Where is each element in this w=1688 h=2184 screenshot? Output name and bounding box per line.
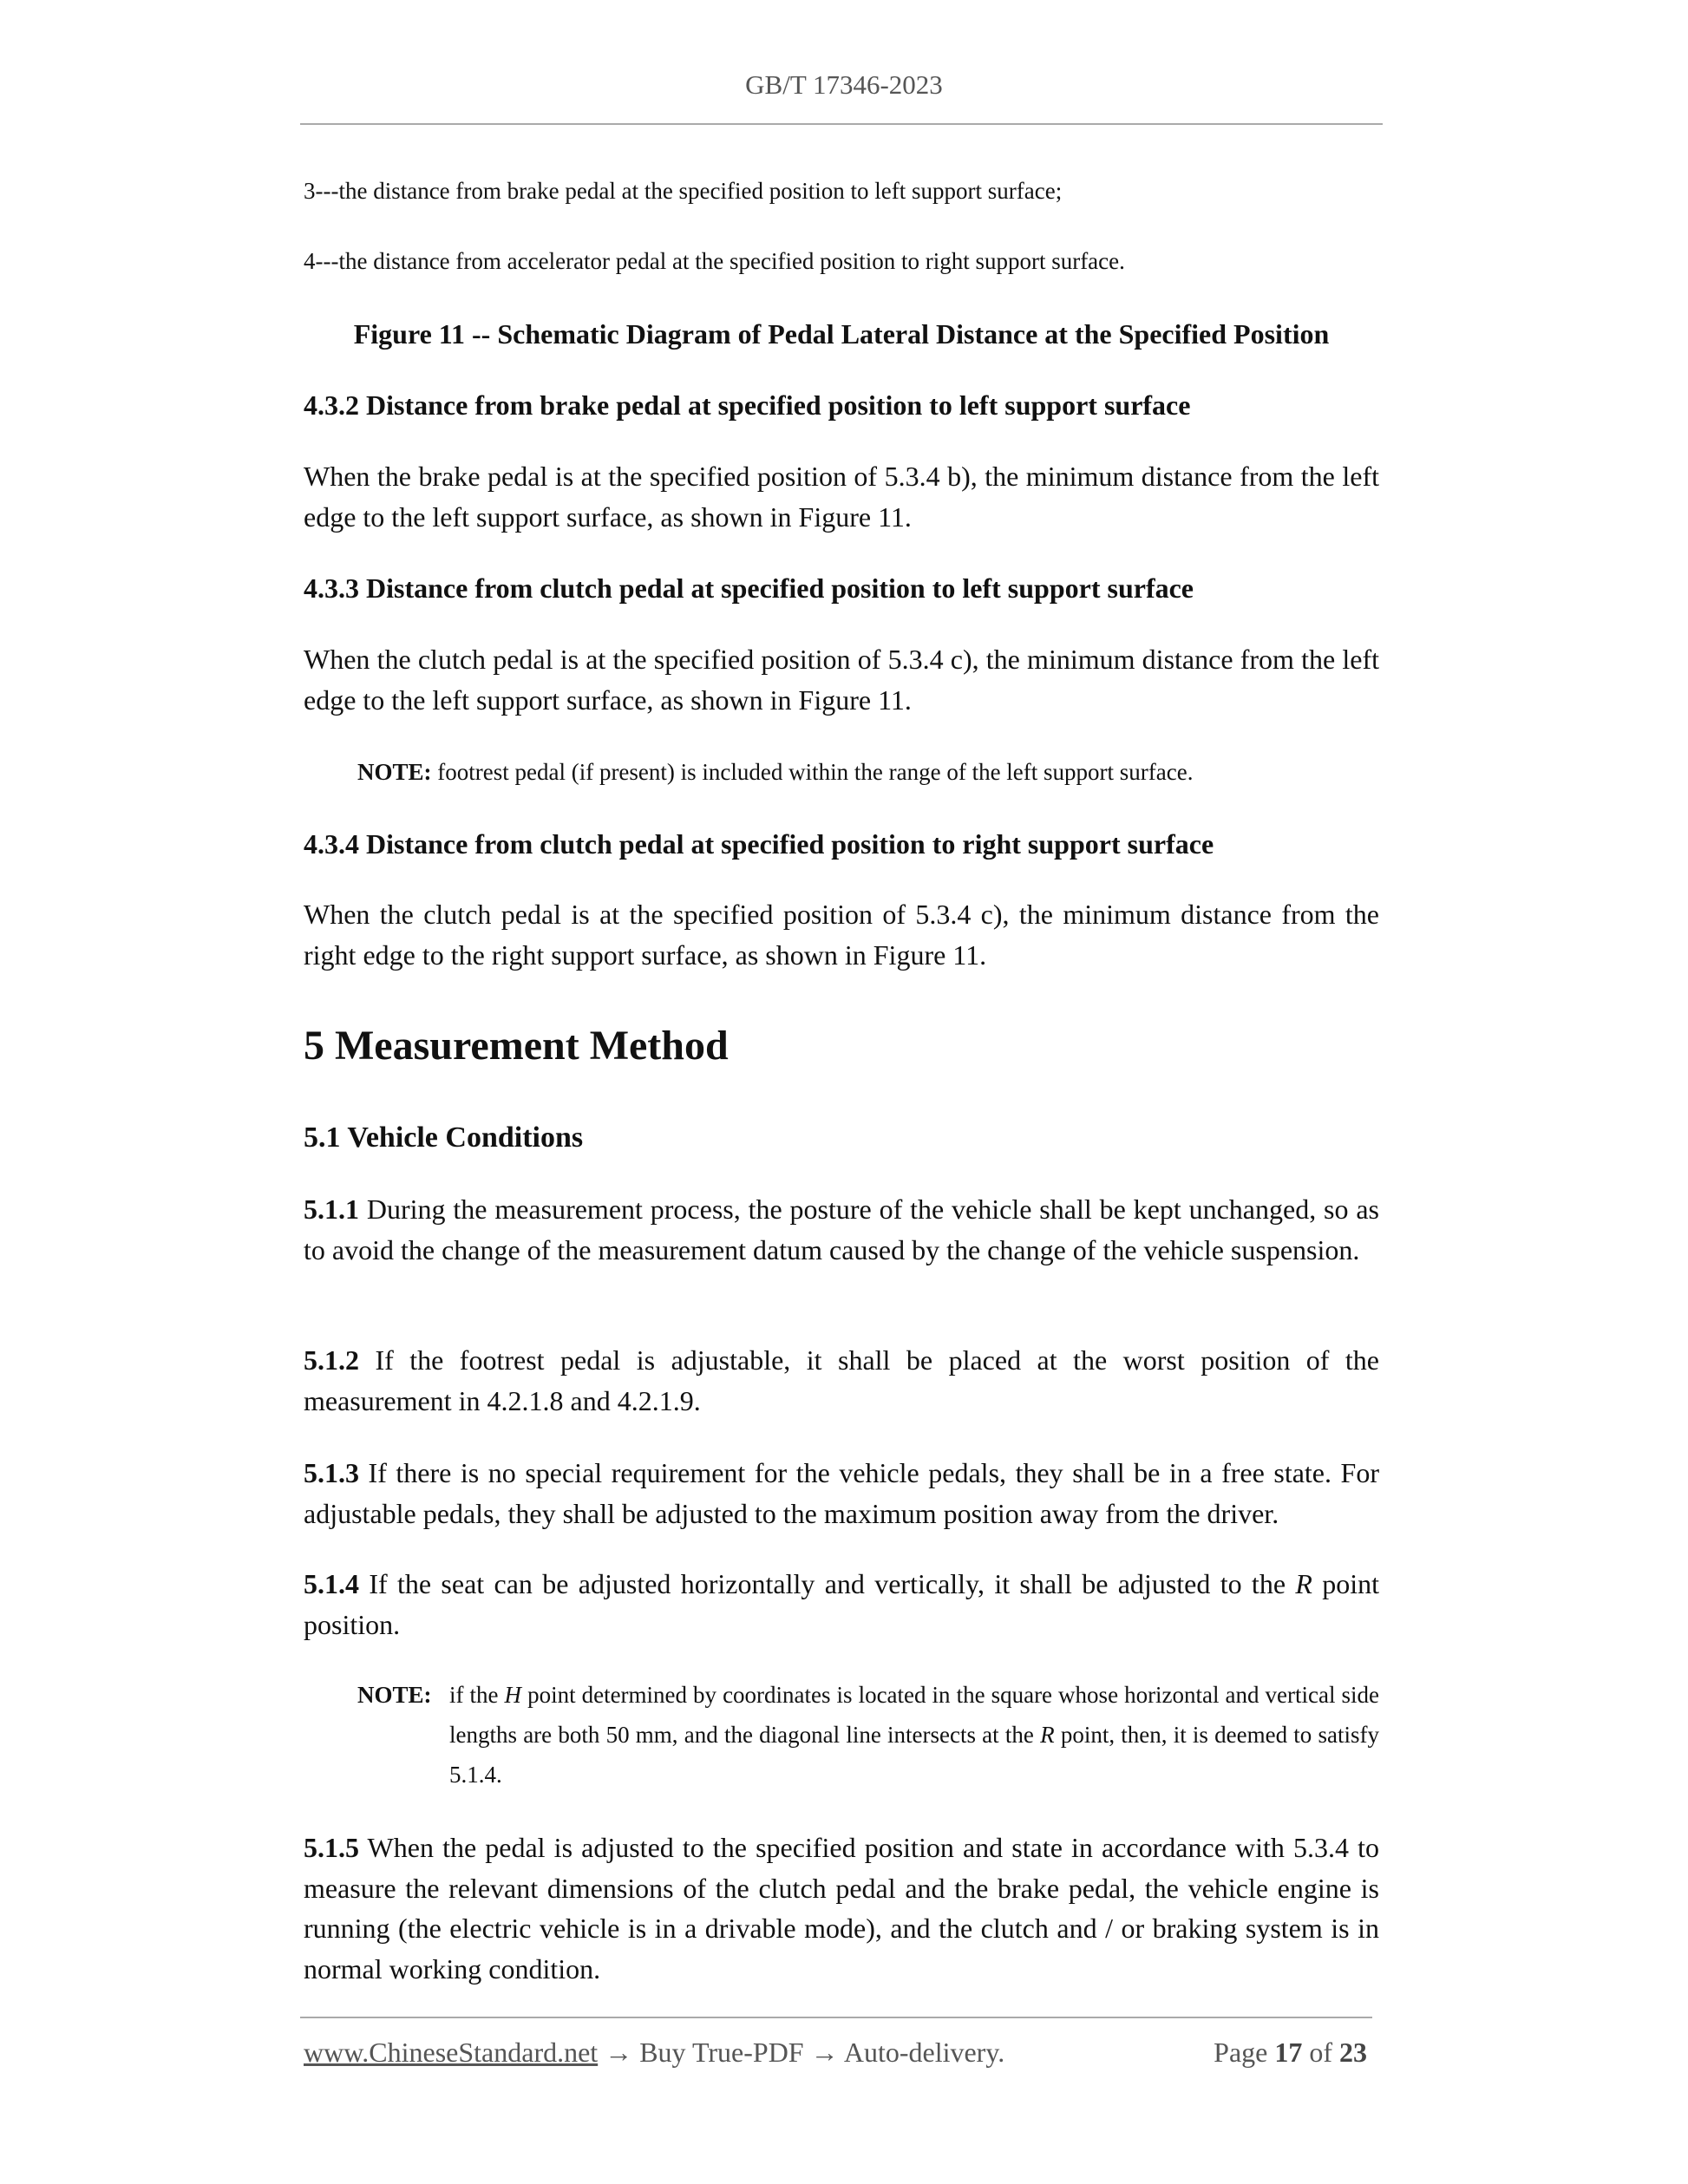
paragraph-4-3-4: When the clutch pedal is at the specified position of 5.3.4 c), the minimum distance from the right edge to the right support surface, as shown in Figure 11. <box>304 899 1379 971</box>
paragraph-4-3-3: When the clutch pedal is at the specified position of 5.3.4 c), the minimum distance from the left edge to the left support surface, as shown in Figure 11. <box>304 644 1379 716</box>
paragraph-5-1-2 <box>304 1340 1379 1421</box>
section-heading-4-3-4: 4.3.4 Distance from clutch pedal at specified position to right support surface <box>304 828 1214 860</box>
figure-caption: Figure 11 -- Schematic Diagram of Pedal Lateral Distance at the Specified Position <box>353 318 1330 350</box>
footer-promo <box>304 2037 1004 2069</box>
note-5-1-4 <box>357 1675 1379 1795</box>
clause-number: 5.1.4 <box>304 1568 359 1599</box>
header-divider <box>300 123 1383 125</box>
note-text-part: point determined by coordinates is located in the square whose horizontal and vertical side lengths are both 50 mm, and the diagonal line intersects at the <box>449 1682 1380 1748</box>
section-heading-4-3-3: 4.3.3 Distance from clutch pedal at specified position to left support surface <box>304 572 1194 604</box>
paragraph-4-3-2: When the brake pedal is at the specified position of 5.3.4 b), the minimum distance from the left edge to the left support surface, as shown in Figure 11. <box>304 461 1379 533</box>
r-point-symbol: R <box>1295 1568 1312 1599</box>
r-point-symbol: R <box>1040 1722 1055 1748</box>
page-footer <box>304 2037 1367 2069</box>
page-number <box>1214 2037 1367 2069</box>
clause-text: If there is no special requirement for the vehicle pedals, they shall be in a free state. For adjustable pedals, they shall be adjusted to the maximum position away from the driver. <box>304 1457 1380 1529</box>
section-heading-4-3-2: 4.3.2 Distance from brake pedal at specified position to left support surface <box>304 389 1191 421</box>
current-page: 17 <box>1274 2037 1303 2068</box>
paragraph-5-1-4 <box>304 1564 1379 1645</box>
auto-delivery-text: Auto-delivery. <box>843 2037 1005 2068</box>
clause-number: 5.1.5 <box>304 1832 359 1863</box>
website-link[interactable]: www.ChineseStandard.net <box>304 2037 599 2068</box>
footer-divider <box>300 2017 1372 2018</box>
clause-text: point position. <box>304 1568 1380 1640</box>
figure-legend-item-3: 3---the distance from brake pedal at the specified position to left support surface; <box>304 178 1063 204</box>
section-heading-5-1: 5.1 Vehicle Conditions <box>304 1121 584 1154</box>
note-text-part: if the <box>449 1682 499 1708</box>
of-label: of <box>1309 2037 1332 2068</box>
arrow-right-icon: → <box>605 2037 633 2068</box>
note-label: NOTE: <box>357 759 432 785</box>
clause-number: 5.1.2 <box>304 1344 359 1376</box>
clause-text: If the seat can be adjusted horizontally and vertically, it shall be adjusted to the <box>369 1568 1286 1599</box>
paragraph-5-1-5 <box>304 1828 1379 1989</box>
buy-pdf-text: Buy True-PDF <box>639 2037 804 2068</box>
arrow-right-icon: → <box>810 2037 839 2068</box>
h-point-symbol: H <box>504 1682 522 1708</box>
page-label: Page <box>1214 2037 1268 2068</box>
paragraph-5-1-3 <box>304 1453 1379 1533</box>
total-pages: 23 <box>1339 2037 1367 2068</box>
note-4-3-3 <box>357 752 1379 792</box>
clause-number: 5.1.1 <box>304 1193 359 1225</box>
paragraph-5-1-1 <box>304 1189 1379 1270</box>
document-id-header: GB/T 17346-2023 <box>745 69 943 100</box>
note-label: NOTE: <box>357 1682 432 1708</box>
clause-text: If the footrest pedal is adjustable, it shall be placed at the worst position of the measurement in 4.2.1.8 and 4.2.1.9. <box>304 1344 1380 1416</box>
note-text <box>449 1675 1379 1795</box>
note-text: footrest pedal (if present) is included within the range of the left support surface. <box>437 759 1194 785</box>
figure-legend-item-4: 4---the distance from accelerator pedal at the specified position to right support surface. <box>304 248 1125 274</box>
clause-number: 5.1.3 <box>304 1457 359 1488</box>
chapter-heading-5: 5 Measurement Method <box>304 1023 729 1069</box>
note-text-part: point, then, it is deemed to satisfy 5.1.4. <box>449 1722 1380 1788</box>
clause-text: When the pedal is adjusted to the specified position and state in accordance with 5.3.4 to measure the relevant dimensions of the clutch pedal and the brake pedal, the vehicle engine is running (the electric vehicle is in a drivable mode), and the clutch and / or braking system is in normal working condition. <box>304 1832 1380 1985</box>
clause-text: During the measurement process, the posture of the vehicle shall be kept unchanged, so as to avoid the change of the measurement datum caused by the change of the vehicle suspension. <box>304 1193 1380 1265</box>
